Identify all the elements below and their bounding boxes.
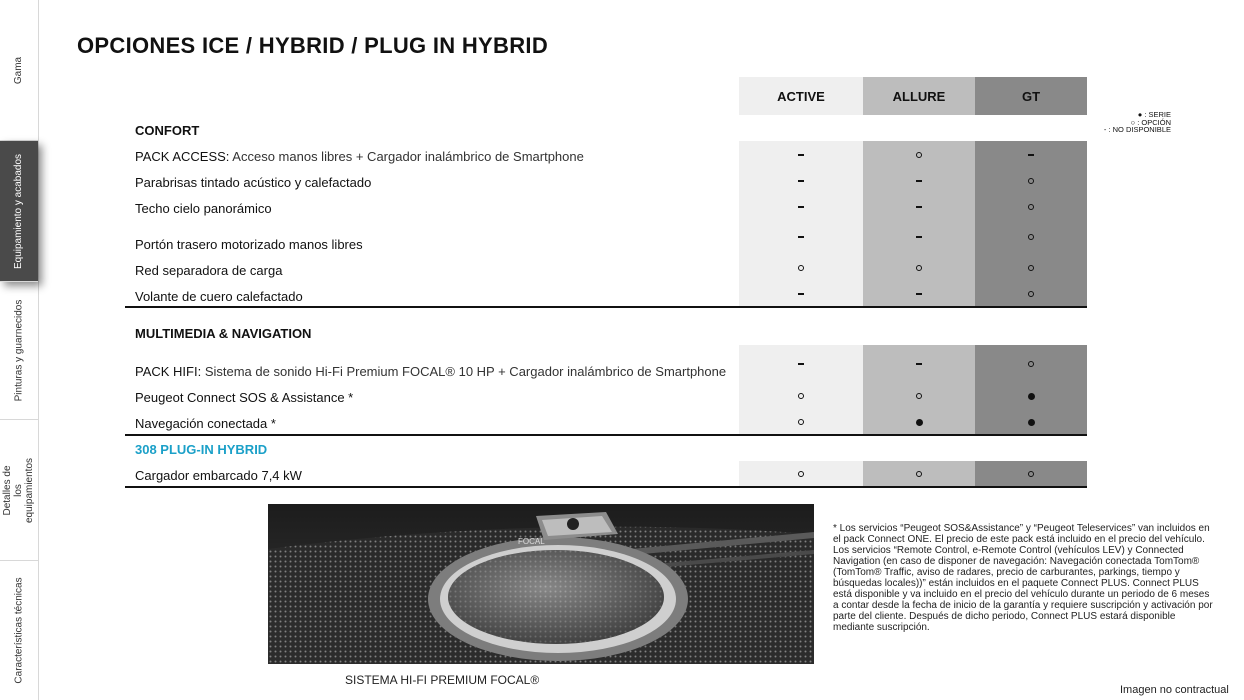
opcion-mark bbox=[1028, 361, 1034, 367]
no-disponible-mark bbox=[916, 180, 922, 182]
opcion-mark bbox=[798, 265, 804, 271]
row-techo: Techo cielo panorámico bbox=[135, 201, 272, 216]
cell-volante-allure bbox=[904, 286, 934, 302]
cell-techo-gt bbox=[1016, 199, 1046, 215]
no-disponible-mark bbox=[798, 236, 804, 238]
cell-cargador-gt bbox=[1016, 466, 1046, 482]
cell-porton-allure bbox=[904, 229, 934, 245]
cell-volante-active bbox=[786, 286, 816, 302]
section-confort: CONFORT bbox=[135, 123, 200, 138]
nav-tab-label: Pinturas y guarnecidos bbox=[13, 299, 25, 402]
row-name: PACK HIFI: bbox=[135, 364, 202, 379]
band-allure-confort bbox=[863, 141, 975, 307]
cell-cargador-active bbox=[786, 466, 816, 482]
cell-volante-gt bbox=[1016, 286, 1046, 302]
focal-logo-text: FOCAL bbox=[518, 537, 545, 546]
cell-pack-hifi-gt bbox=[1016, 356, 1046, 372]
row-connect-sos: Peugeot Connect SOS & Assistance * bbox=[135, 390, 354, 405]
cell-navegacion-gt bbox=[1016, 414, 1046, 430]
cell-red-active bbox=[786, 260, 816, 276]
cell-connect-sos-active bbox=[786, 388, 816, 404]
cell-red-allure bbox=[904, 260, 934, 276]
disclaimer: Imagen no contractual bbox=[1120, 684, 1229, 696]
column-header-gt: GT bbox=[975, 77, 1087, 115]
no-disponible-mark bbox=[798, 363, 804, 365]
no-disponible-mark bbox=[798, 180, 804, 182]
divider-plugin bbox=[125, 486, 1087, 488]
no-disponible-mark bbox=[798, 206, 804, 208]
column-header-active: ACTIVE bbox=[739, 77, 863, 115]
cell-parabrisas-active bbox=[786, 173, 816, 189]
cell-techo-allure bbox=[904, 199, 934, 215]
legend-no-disponible: - : NO DISPONIBLE bbox=[1103, 125, 1171, 134]
cell-porton-active bbox=[786, 229, 816, 245]
cell-porton-gt bbox=[1016, 229, 1046, 245]
opcion-mark bbox=[916, 152, 922, 158]
cell-parabrisas-gt bbox=[1016, 173, 1046, 189]
row-pack-hifi bbox=[135, 364, 726, 379]
serie-mark bbox=[916, 419, 923, 426]
opcion-mark bbox=[1028, 204, 1034, 210]
cell-navegacion-active bbox=[786, 414, 816, 430]
nav-tab-pinturas[interactable] bbox=[0, 282, 38, 420]
opcion-mark bbox=[916, 471, 922, 477]
nav-tab-label: Gama bbox=[13, 56, 25, 84]
cell-connect-sos-allure bbox=[904, 388, 934, 404]
divider-multimedia bbox=[125, 434, 1087, 436]
legend-opcion: ○ : OPCIÓN bbox=[1130, 117, 1171, 127]
row-volante: Volante de cuero calefactado bbox=[135, 289, 303, 304]
legend-serie: ● : SERIE bbox=[1137, 110, 1171, 119]
no-disponible-mark bbox=[1028, 154, 1034, 156]
section-plugin-hybrid: 308 PLUG-IN HYBRID bbox=[135, 442, 268, 457]
nav-tab-detalles[interactable] bbox=[0, 420, 38, 561]
nav-tab-gama[interactable] bbox=[0, 0, 38, 141]
legend bbox=[1098, 111, 1171, 134]
row-cargador: Cargador embarcado 7,4 kW bbox=[135, 468, 302, 483]
cell-techo-active bbox=[786, 199, 816, 215]
focal-speaker-photo bbox=[268, 504, 814, 664]
opcion-mark bbox=[1028, 265, 1034, 271]
opcion-mark bbox=[1028, 178, 1034, 184]
band-gt-confort bbox=[975, 141, 1087, 307]
opcion-mark bbox=[916, 265, 922, 271]
row-name: PACK ACCESS: bbox=[135, 149, 230, 164]
cell-cargador-allure bbox=[904, 466, 934, 482]
nav-tab-label: Características técnicas bbox=[13, 577, 25, 684]
no-disponible-mark bbox=[916, 236, 922, 238]
nav-tab-label: Detalles de los equipamientos bbox=[2, 457, 36, 523]
row-pack-access bbox=[135, 149, 584, 164]
speaker-illustration bbox=[268, 504, 814, 664]
cell-navegacion-allure bbox=[904, 414, 934, 430]
opcion-mark bbox=[1028, 471, 1034, 477]
cell-connect-sos-gt bbox=[1016, 388, 1046, 404]
cell-parabrisas-allure bbox=[904, 173, 934, 189]
footnote: * Los servicios “Peugeot SOS&Assistance” y “Peugeot Teleservices” van incluidos en el pack Connect ONE. El precio de este pack está incluido en el precio del vehículo. Los servicios “Remote Control, e-Remote Control (vehículos LEV) y Connected Navigation (en caso de disponer de navegación: Navegación conectada TomTom® (TomTom® Traffic, aviso de radares, precio de carburantes, parkings, tiempo y búsquedas locales))” están incluidos en el paquete Connect PLUS. Connect PLUS está disponible y va incluido en el precio del vehículo durante un periodo de 6 meses a contar desde la fecha de inicio de la garantía y requiere suscripción y activación por parte del cliente. Después de dicho periodo, Connect PLUS estará disponible mediante suscripción. bbox=[833, 523, 1213, 633]
nav-tab-caracteristicas[interactable] bbox=[0, 561, 38, 700]
cell-pack-access-gt bbox=[1016, 147, 1046, 163]
opcion-mark bbox=[798, 419, 804, 425]
no-disponible-mark bbox=[916, 293, 922, 295]
row-description: Sistema de sonido Hi-Fi Premium FOCAL® 10 HP + Cargador inalámbrico de Smartphone bbox=[201, 364, 727, 379]
side-navigation bbox=[0, 0, 39, 700]
row-porton: Portón trasero motorizado manos libres bbox=[135, 237, 363, 252]
no-disponible-mark bbox=[798, 154, 804, 156]
photo-caption: SISTEMA HI-FI PREMIUM FOCAL® bbox=[345, 673, 540, 687]
page-title: OPCIONES ICE / HYBRID / PLUG IN HYBRID bbox=[77, 33, 549, 58]
nav-tab-equipamiento[interactable] bbox=[0, 141, 38, 282]
nav-tab-label: Equipamiento y acabados bbox=[13, 153, 25, 269]
no-disponible-mark bbox=[798, 293, 804, 295]
row-parabrisas: Parabrisas tintado acústico y calefactado bbox=[135, 175, 372, 190]
cell-pack-access-allure bbox=[904, 147, 934, 163]
opcion-mark bbox=[798, 471, 804, 477]
cell-red-gt bbox=[1016, 260, 1046, 276]
row-red: Red separadora de carga bbox=[135, 263, 283, 278]
section-multimedia: MULTIMEDIA & NAVIGATION bbox=[135, 326, 312, 341]
opcion-mark bbox=[1028, 291, 1034, 297]
no-disponible-mark bbox=[916, 206, 922, 208]
row-navegacion: Navegación conectada * bbox=[135, 416, 276, 431]
row-description: Acceso manos libres + Cargador inalámbrico de Smartphone bbox=[229, 149, 584, 164]
serie-mark bbox=[1028, 393, 1035, 400]
opcion-mark bbox=[916, 393, 922, 399]
opcion-mark bbox=[798, 393, 804, 399]
divider-confort bbox=[125, 306, 1087, 308]
cell-pack-hifi-allure bbox=[904, 356, 934, 372]
no-disponible-mark bbox=[916, 363, 922, 365]
cell-pack-access-active bbox=[786, 147, 816, 163]
column-header-allure: ALLURE bbox=[863, 77, 975, 115]
cell-pack-hifi-active bbox=[786, 356, 816, 372]
opcion-mark bbox=[1028, 234, 1034, 240]
band-active-confort bbox=[739, 141, 863, 307]
serie-mark bbox=[1028, 419, 1035, 426]
